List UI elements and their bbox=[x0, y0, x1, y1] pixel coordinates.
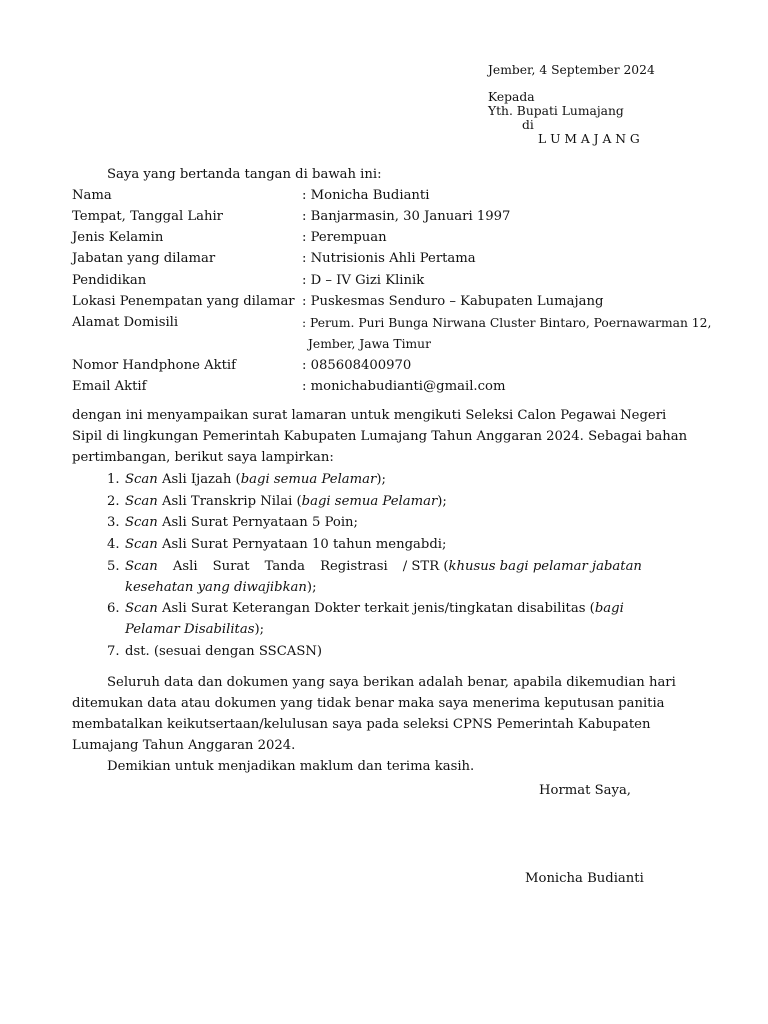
scan-word: Scan bbox=[125, 601, 158, 616]
field-label-hp: Nomor Handphone Aktif bbox=[72, 358, 236, 373]
list-item-number: 7. bbox=[107, 644, 120, 659]
field-value-hp: : 085608400970 bbox=[302, 358, 412, 373]
field-label-alamat: Alamat Domisili bbox=[72, 315, 179, 330]
scan-word: Scan bbox=[125, 559, 158, 574]
item-word: Registrasi bbox=[320, 559, 388, 574]
place-date: Jember, 4 September 2024 bbox=[488, 63, 655, 77]
field-label-jenis-kelamin: Jenis Kelamin bbox=[72, 230, 164, 245]
item-word: Surat bbox=[212, 559, 250, 574]
list-item bbox=[125, 472, 386, 487]
statement-line bbox=[72, 693, 698, 714]
statement-line-1: Seluruh data dan dokumen yang saya berikan adalah benar, apabila dikemudian hari bbox=[107, 675, 676, 690]
item-text: Asli Ijazah ( bbox=[157, 472, 241, 487]
item-note: khusus bagi pelamar jabatan bbox=[448, 559, 642, 574]
list-item bbox=[125, 494, 447, 509]
opening-line bbox=[72, 405, 698, 426]
item-word: Asli bbox=[172, 559, 198, 574]
field-value-pendidikan: : D – IV Gizi Klinik bbox=[302, 273, 425, 288]
list-item bbox=[125, 559, 642, 574]
item-word-group bbox=[403, 559, 642, 574]
signoff: Hormat Saya, bbox=[539, 783, 632, 798]
field-label-nama: Nama bbox=[72, 188, 112, 203]
field-label-lokasi: Lokasi Penempatan yang dilamar bbox=[72, 294, 295, 309]
field-value-email: : monichabudianti@gmail.com bbox=[302, 379, 506, 394]
scan-word: Scan bbox=[125, 537, 158, 552]
intro-text: Saya yang bertanda tangan di bawah ini: bbox=[107, 167, 382, 182]
item-note: bagi semua Pelamar bbox=[240, 472, 377, 487]
signer-name: Monicha Budianti bbox=[525, 871, 644, 886]
item-end: ); bbox=[306, 580, 317, 595]
item-text: Asli Surat Pernyataan 5 Poin; bbox=[157, 515, 358, 530]
list-item bbox=[125, 515, 358, 530]
item-note: bagi semua Pelamar bbox=[301, 494, 438, 509]
scan-word: Scan bbox=[125, 515, 158, 530]
field-value-alamat-line1: : Perum. Puri Bunga Nirwana Cluster Bintaro, Poernawarman 12, bbox=[302, 316, 712, 330]
opening-paragraph bbox=[72, 405, 698, 468]
list-item bbox=[125, 537, 446, 552]
opening-line-3: pertimbangan, berikut saya lampirkan: bbox=[72, 450, 334, 465]
item-text: Asli Surat Keterangan Dokter terkait jenis/tingkatan disabilitas ( bbox=[157, 601, 595, 616]
field-value-ttl: : Banjarmasin, 30 Januari 1997 bbox=[302, 209, 511, 224]
closing-text: Demikian untuk menjadikan maklum dan terima kasih. bbox=[107, 759, 475, 774]
scan-word: Scan bbox=[125, 494, 158, 509]
field-label-ttl: Tempat, Tanggal Lahir bbox=[72, 209, 223, 224]
item-end: ); bbox=[437, 494, 447, 509]
statement-line bbox=[72, 714, 698, 735]
item-word: Tanda bbox=[264, 559, 306, 574]
statement-line-3: membatalkan keikutsertaan/kelulusan saya pada seleksi CPNS Pemerintah Kabupaten bbox=[72, 717, 651, 732]
item-text: Asli Surat Pernyataan 10 tahun mengabdi; bbox=[157, 537, 447, 552]
recipient-city: L U M A J A N G bbox=[538, 132, 640, 146]
opening-line-1: dengan ini menyampaikan surat lamaran untuk mengikuti Seleksi Calon Pegawai Negeri bbox=[72, 408, 667, 423]
list-item-number: 6. bbox=[107, 601, 120, 616]
item-note: Pelamar Disabilitas bbox=[125, 622, 255, 637]
list-item bbox=[125, 601, 624, 616]
recipient: Yth. Bupati Lumajang bbox=[488, 104, 624, 118]
list-item-continuation bbox=[125, 580, 317, 595]
statement-line bbox=[72, 735, 698, 756]
scan-word: Scan bbox=[125, 472, 158, 487]
di-label: di bbox=[522, 118, 534, 132]
field-value-nama: : Monicha Budianti bbox=[302, 188, 430, 203]
item-end: ); bbox=[254, 622, 265, 637]
field-value-jenis-kelamin: : Perempuan bbox=[302, 230, 387, 245]
list-item: dst. (sesuai dengan SSCASN) bbox=[125, 644, 323, 659]
item-note: kesehatan yang diwajibkan bbox=[125, 580, 307, 595]
item-text: Asli Transkrip Nilai ( bbox=[157, 494, 302, 509]
statement-line-2: ditemukan data atau dokumen yang tidak benar maka saya menerima keputusan panitia bbox=[72, 696, 665, 711]
field-value-alamat-line2: Jember, Jawa Timur bbox=[308, 337, 431, 351]
opening-line bbox=[72, 447, 698, 468]
list-item-number: 2. bbox=[107, 494, 120, 509]
list-item-number: 1. bbox=[107, 472, 120, 487]
item-end: ); bbox=[376, 472, 386, 487]
list-item-number: 5. bbox=[107, 559, 120, 574]
statement-line bbox=[72, 672, 698, 693]
statement-paragraph bbox=[72, 672, 698, 756]
statement-line-4: Lumajang Tahun Anggaran 2024. bbox=[72, 738, 296, 753]
field-label-email: Email Aktif bbox=[72, 379, 147, 394]
list-item-continuation bbox=[125, 622, 264, 637]
field-value-jabatan: : Nutrisionis Ahli Pertama bbox=[302, 251, 476, 266]
list-item-number: 3. bbox=[107, 515, 120, 530]
field-label-jabatan: Jabatan yang dilamar bbox=[72, 251, 216, 266]
item-word: / STR ( bbox=[402, 559, 449, 574]
item-note: bagi bbox=[594, 601, 624, 616]
field-value-lokasi: : Puskesmas Senduro – Kabupaten Lumajang bbox=[302, 294, 604, 309]
field-label-pendidikan: Pendidikan bbox=[72, 273, 147, 288]
list-item-number: 4. bbox=[107, 537, 120, 552]
kepada-label: Kepada bbox=[488, 90, 535, 104]
opening-line bbox=[72, 426, 698, 447]
opening-line-2: Sipil di lingkungan Pemerintah Kabupaten Lumajang Tahun Anggaran 2024. Sebagai bahan bbox=[72, 429, 688, 444]
